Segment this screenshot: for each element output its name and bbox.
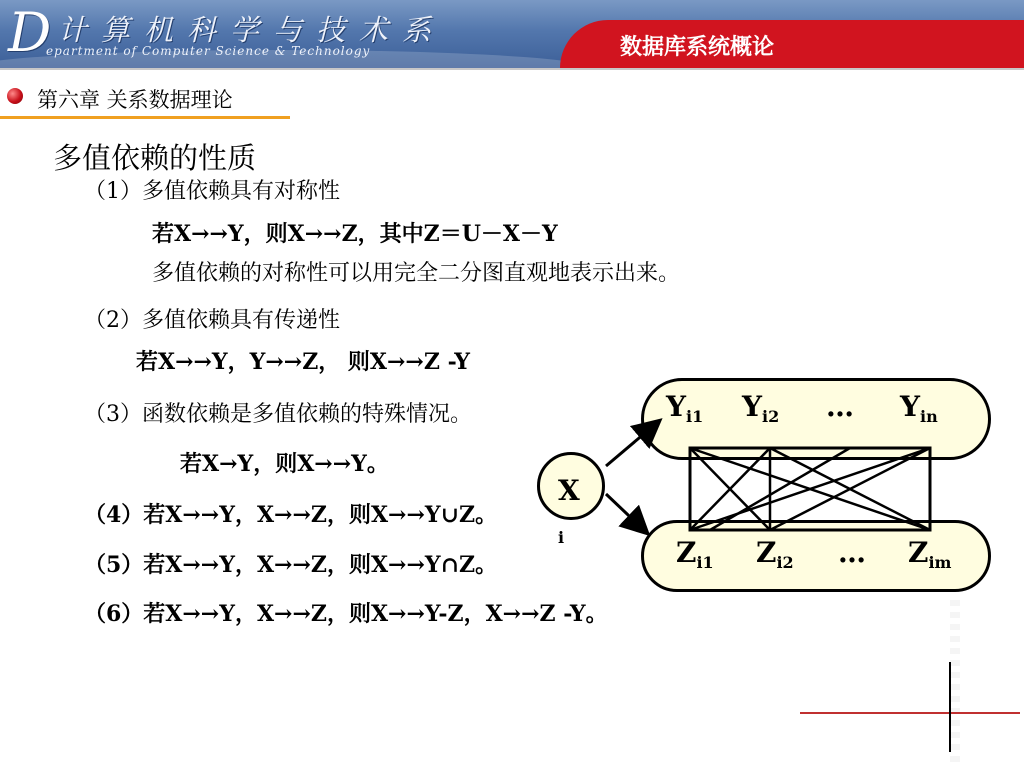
item-1-head: （1）多值依赖具有对称性 <box>84 179 340 204</box>
decor-stripe <box>950 600 960 768</box>
arrow-to-z <box>606 494 646 532</box>
course-title: 数据库系统概论 <box>620 35 775 60</box>
y-i1-label: $Y_{i1}$ <box>666 390 704 426</box>
z-ellipsis-label: … <box>838 536 866 569</box>
item-3-head: （3）函数依赖是多值依赖的特殊情况。 <box>84 402 472 427</box>
bipartite-diagram <box>520 370 1000 600</box>
item-2-head: （2）多值依赖具有传递性 <box>84 308 340 333</box>
item-5: （5）若X→→Y，X→→Z，则X→→Y∩Z。 <box>84 552 498 578</box>
header-divider <box>0 68 1024 70</box>
y-ellipsis-label: … <box>826 390 854 423</box>
item-1-line-1: 若X→→Y，则X→→Z，其中Z＝U－X－Y <box>152 221 558 247</box>
x-sub-label: i <box>558 528 565 547</box>
department-name-en: epartment of Computer Science & Technology <box>46 44 371 58</box>
y-in-label: $Y_{in}$ <box>900 390 938 426</box>
red-bullet-icon <box>7 88 23 104</box>
department-name-cn: 计算机科学与技术系 <box>58 13 446 47</box>
decor-horizontal-line <box>800 712 1020 714</box>
section-title: 多值依赖的性质 <box>53 141 257 175</box>
z-i1-label: $Z_{i1}$ <box>676 536 714 572</box>
z-i2-label: $Z_{i2}$ <box>756 536 794 572</box>
item-3-line-1: 若X→Y，则X→→Y。 <box>180 451 389 477</box>
slide-header <box>0 0 1024 68</box>
item-1-line-2: 多值依赖的对称性可以用完全二分图直观地表示出来。 <box>152 261 681 286</box>
chapter-underline <box>0 116 290 119</box>
x-label: X <box>558 474 580 507</box>
logo-letter: D <box>8 1 52 64</box>
decor-vertical-line <box>949 662 951 752</box>
chapter-label: 第六章 关系数据理论 <box>37 88 233 112</box>
z-im-label: $Z_{im}$ <box>908 536 952 572</box>
y-i2-label: $Y_{i2}$ <box>742 390 780 426</box>
arrow-to-y <box>606 422 658 466</box>
item-4: （4）若X→→Y，X→→Z，则X→→Y∪Z。 <box>84 502 498 528</box>
item-6: （6）若X→→Y，X→→Z，则X→→Y-Z，X→→Z -Y。 <box>84 601 608 627</box>
item-2-line-1: 若X→→Y，Y→→Z， 则X→→Z -Y <box>136 349 471 375</box>
